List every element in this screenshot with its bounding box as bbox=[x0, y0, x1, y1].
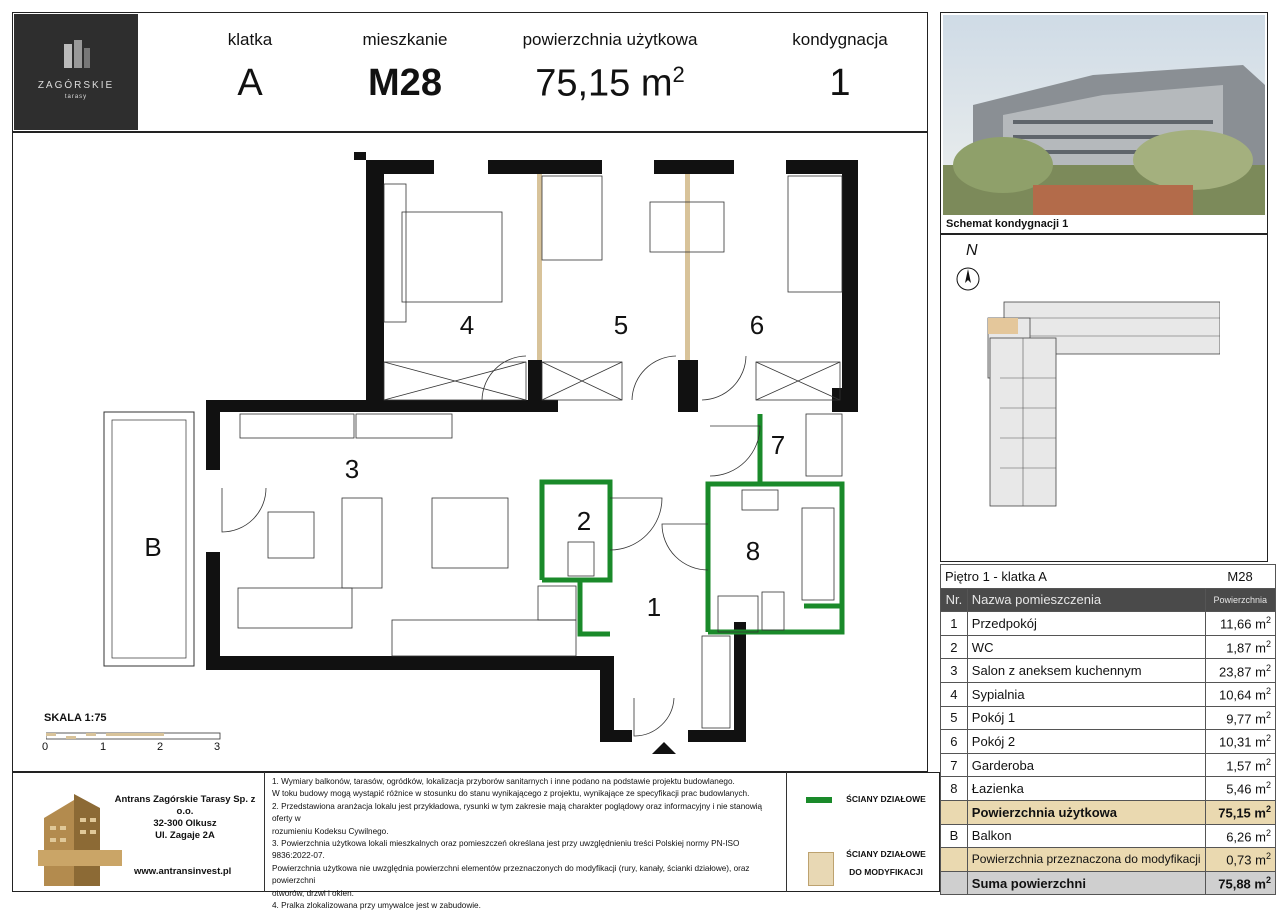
table-row bbox=[941, 777, 1276, 801]
company-website[interactable]: www.antransinvest.pl bbox=[134, 866, 232, 877]
scale-tick-1: 1 bbox=[100, 741, 107, 753]
floor-plan bbox=[12, 132, 928, 772]
scale-title: SKALA 1:75 bbox=[44, 712, 107, 724]
company-street: Ul. Zagaje 2A bbox=[155, 830, 215, 841]
compass-label: N bbox=[966, 242, 978, 259]
scale-bar bbox=[46, 731, 222, 741]
row-nr: 6 bbox=[941, 730, 968, 754]
value-klatka: A bbox=[237, 62, 263, 104]
row-nr: 2 bbox=[941, 635, 968, 659]
row-name: Salon z aneksem kuchennym bbox=[967, 659, 1205, 683]
row-name: Pokój 2 bbox=[967, 730, 1205, 754]
table-row bbox=[941, 706, 1276, 730]
table-row bbox=[941, 730, 1276, 754]
logo-brand: ZAGÓRSKIE bbox=[37, 80, 115, 91]
table-row bbox=[941, 753, 1276, 777]
row-area: 10,31 $m^2$ bbox=[1205, 730, 1275, 754]
label-powierzchnia: powierzchnia użytkowa bbox=[522, 30, 698, 49]
table-heading-apt: M28 bbox=[1205, 565, 1275, 589]
row-area: 1,57 $m^2$ bbox=[1205, 753, 1275, 777]
floor-schema-diagram bbox=[980, 298, 1220, 508]
logo-sub: tarasy bbox=[64, 94, 88, 100]
room-label-1: 1 bbox=[642, 592, 666, 623]
row-name: WC bbox=[967, 635, 1205, 659]
table-row bbox=[941, 682, 1276, 706]
room-label-5: 5 bbox=[608, 310, 634, 341]
row-name: Garderoba bbox=[967, 753, 1205, 777]
legend-swatch-green bbox=[806, 797, 832, 803]
table-row bbox=[941, 612, 1276, 636]
room-label-4: 4 bbox=[454, 310, 480, 341]
row-nr: 1 bbox=[941, 612, 968, 636]
table-row bbox=[941, 635, 1276, 659]
room-label-6: 6 bbox=[744, 310, 770, 341]
table-heading: Piętro 1 - klatka A bbox=[941, 565, 1206, 589]
value-powierzchnia: 75,15 $m^2$ bbox=[535, 62, 685, 105]
room-label-3: 3 bbox=[340, 454, 364, 485]
table-row bbox=[941, 659, 1276, 683]
photo-caption: Schemat kondygnacji 1 bbox=[946, 218, 1069, 230]
developer-logo bbox=[14, 14, 138, 130]
footer-divider-2 bbox=[786, 772, 787, 892]
scale-tick-2: 2 bbox=[157, 741, 164, 753]
col-name: Nazwa pomieszczenia bbox=[967, 588, 1205, 612]
row-nr: 7 bbox=[941, 753, 968, 777]
row-name: Pokój 1 bbox=[967, 706, 1205, 730]
value-kondygnacja: 1 bbox=[829, 62, 851, 104]
value-mieszkanie: M28 bbox=[368, 62, 442, 104]
balcony-label: B bbox=[140, 532, 166, 563]
label-klatka: klatka bbox=[227, 30, 273, 49]
row-usable: Powierzchnia użytkowa 75,15 $m^2$ bbox=[941, 800, 1276, 824]
legend-swatch-tan bbox=[808, 852, 834, 886]
rooms-table-wrap bbox=[940, 564, 1276, 895]
row-area: 11,66 $m^2$ bbox=[1205, 612, 1275, 636]
row-name: Przedpokój bbox=[967, 612, 1205, 636]
building-render-image bbox=[943, 15, 1265, 215]
footer-notes: 1. Wymiary balkonów, tarasów, ogródków, lokalizacja przyborów sanitarnych i inne podano na podstawie projektu budowlanego. W toku budowy mogą wystąpić różnice w stosunku do stanu wynikającego z projektu, wynikające ze specyfikacji prac budowlanych. 2. Przedstawiona aranżacja lokalu jest przykładowa, rysunki w tym zakresie mają charakter poglądowy oraz informacyjny i nie stanowią oferty w rozumieniu Kodeksu Cywilnego. 3. Powierzchnia użytkowa lokali mieszkalnych oraz pomieszczeń określana jest przy uwzględnieniu treści Polskiej normy PN-ISO 9836:2022-07. Powierzchnia użytkowa nie uwzględnia powierzchni elementów przeznaczonych do modyfikacji (rury, kanały, ścianki działowe), oraz powierzchni otworów, drzwi i okien. 4. Pralka zlokalizowana przy umywalce jest w zabudowie. bbox=[272, 777, 763, 911]
room-rows bbox=[941, 612, 1276, 801]
room-label-2: 2 bbox=[572, 506, 596, 537]
col-nr: Nr. bbox=[941, 588, 968, 612]
label-kondygnacja: kondygnacja bbox=[792, 30, 888, 49]
scale-tick-0: 0 bbox=[42, 741, 49, 753]
row-modification: Powierzchnia przeznaczona do modyfikacji 0,73 $m^2$ bbox=[941, 848, 1276, 872]
col-area: Powierzchnia bbox=[1205, 588, 1275, 612]
row-nr: 8 bbox=[941, 777, 968, 801]
row-nr: 5 bbox=[941, 706, 968, 730]
row-area: 1,87 $m^2$ bbox=[1205, 635, 1275, 659]
row-balcony: B Balkon 6,26 $m^2$ bbox=[941, 824, 1276, 848]
label-mieszkanie: mieszkanie bbox=[362, 30, 448, 49]
legend-walls: ŚCIANY DZIAŁOWE bbox=[846, 794, 926, 804]
company-city: 32-300 Olkusz bbox=[153, 818, 217, 829]
row-area: 10,64 $m^2$ bbox=[1205, 682, 1275, 706]
row-name: Sypialnia bbox=[967, 682, 1205, 706]
row-nr: 4 bbox=[941, 682, 968, 706]
row-total: Suma powierzchni 75,88 $m^2$ bbox=[941, 871, 1276, 895]
row-area: 9,77 $m^2$ bbox=[1205, 706, 1275, 730]
compass-icon bbox=[955, 266, 981, 292]
row-area: 23,87 $m^2$ bbox=[1205, 659, 1275, 683]
row-area: 5,46 $m^2$ bbox=[1205, 777, 1275, 801]
footer-divider-1 bbox=[264, 772, 265, 892]
scale-tick-3: 3 bbox=[214, 741, 221, 753]
room-label-8: 8 bbox=[740, 536, 766, 567]
company-name: Antrans Zagórskie Tarasy Sp. z o.o. bbox=[114, 794, 256, 817]
building-logo-icon bbox=[62, 38, 92, 70]
rooms-table bbox=[940, 564, 1276, 895]
row-name: Łazienka bbox=[967, 777, 1205, 801]
legend-walls-mod: ŚCIANY DZIAŁOWE DO MODYFIKACJI bbox=[846, 849, 926, 877]
company-info bbox=[110, 794, 260, 842]
room-label-7: 7 bbox=[766, 430, 790, 461]
row-nr: 3 bbox=[941, 659, 968, 683]
